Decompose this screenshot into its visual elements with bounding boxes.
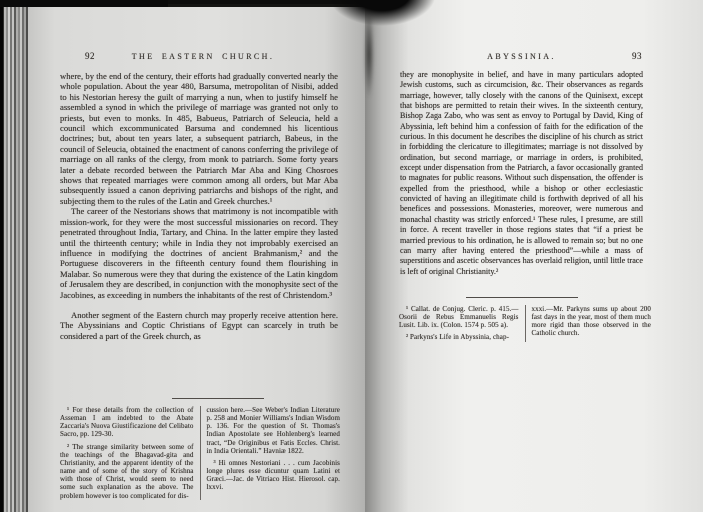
left-footnote-column-1 — [60, 406, 194, 500]
left-footnote-2: ² The strange similarity between some of the teachings of the Bhagavad-gita and Christianity, and the apparent identity of the name and of some of the story of Krishna with those of Christ, would seem to need some such explanation as the above. The problem however is too complicated for dis- — [60, 442, 194, 500]
right-running-head: ABYSSINIA. — [487, 52, 556, 61]
right-page-body — [400, 70, 643, 277]
right-footnote-1: ¹ Callat. de Conjug. Cleric. p. 415.—Osorii de Rebus Emmanuelis Regis Lusit. Lib. ix. (Colon. 1574 p. 505 a). — [399, 305, 519, 330]
left-paragraph-3: Another segment of the Eastern church may properly receive attention here. The Abyssinians and Coptic Christians of Egypt can scarcely in truth be considered a part of the Greek church, as — [60, 309, 338, 341]
left-footnote-3: ³ Hi omnes Nestoriani . . . cum Jacobinis longe plures esse dicuntur quam Latini et Græci.—Jac. de Vitriaco Hist. Hierosol. cap. lxxvi. — [206, 458, 340, 492]
right-footnote-column-2 — [525, 305, 652, 342]
left-footnote-1: ¹ For these details from the collection of Asseman I am indebted to the Abate Zaccaria's Nuova Giustificazione del Celibato Sacro, pp. 129-30. — [60, 406, 194, 439]
left-footnote-column-2 — [200, 406, 341, 500]
right-footnote-column-1 — [399, 305, 519, 342]
spine-top-shadow — [328, 0, 436, 34]
left-footnote-rule — [172, 398, 264, 399]
book-page-edges — [0, 0, 28, 512]
right-footnote-2: ² Parkyns's Life in Abyssinia, chap- — [406, 333, 510, 342]
left-page-body — [60, 71, 338, 341]
right-footnote-2-continued: xxxi.—Mr. Parkyns sums up about 200 fast days in the year, most of them much more rigid than those observed in the Catholic church. — [531, 305, 651, 338]
scan-top-shadow — [0, 0, 168, 7]
left-footnote-2-continued: cussion here.—See Weber's Indian Literature p. 258 and Monier Williams's Indian Wisdom p. 136. For the question of St. Thomas's Indian Apostolate see Hohlenberg's learned tract, “De Originibus et Fatis Eccles. Christ. in India Orientali.” Havniæ 1822. — [206, 406, 340, 455]
left-page-number: 92 — [85, 51, 95, 61]
left-paragraph-1: where, by the end of the century, their efforts had gradually converted nearly the whole population. About the year 480, Barsuma, metropolitan of Nisibi, added to his Nestorian heresy the guilt of marrying a nun, when to justify himself he assembled a synod in which the privilege of marriage was granted not only to priests, but even to monks. In 485, Babueus, Patriarch of Seleucia, held a council which excommunicated Barsuma and condemned his licentious doctrines; but, about ten years later, a subsequent patriarch, Babeus, in the council of Seleucia, obtained the enactment of canons conferring the privilege of marriage on all ranks of the clergy, from monk to patriarch. Some forty years later a debate recorded between the Patriarch Mar Aba and King Chosroes shows that repeated marriages were common among all orders, but Mar Aba subsequently issued a canon depriving patriarchs and bishops of the right, and subjecting them to the rules of the Latin and Greek churches.¹ — [60, 71, 338, 206]
left-footnotes — [60, 406, 340, 500]
right-footnotes — [399, 305, 651, 342]
left-running-head: THE EASTERN CHURCH. — [131, 52, 275, 61]
right-paragraph-1: they are monophysite in belief, and have in many particulars adopted Jewish customs, such as circumcision, &c. Their observances as regards marriage, however, tally closely with the canons of the Quinisext, except that bishops are permitted to retain their wives. In the sixteenth century, Bishop Zaga Zabo, who was sent as envoy to Portugal by David, King of Abyssinia, left behind him a confession of faith for the edification of the curious. In this document he describes the discipline of his church as strict in forbidding the clericature to illegitimates; marriage is not dissolved by ordination, but second marriage, or marriage in orders, is prohibited, except under dispensation from the Patriarch, a favor occasionally granted to magnates for public reasons. Without such dispensation, the offender is expelled from the priesthood, while a bishop or other ecclesiastic convicted of having an illegitimate child is forthwith deprived of all his benefices and possessions. Monasteries, moreover, were numerous and monachal chastity was strictly enforced.¹ These rules, I presume, are still in force. A recent traveller in those regions states that “if a priest be married previous to his ordination, he is allowed to remain so; but no one can marry after having entered the priesthood”—while a mass of superstitions and ascetic observances has overlaid religion, until little trace is left of original Christianity.² — [400, 70, 643, 276]
right-page-number: 93 — [632, 51, 642, 61]
left-paragraph-2: The career of the Nestorians shows that matrimony is not incompatible with mission-work, for they were the most successful missionaries on record. They penetrated throughout India, Tartary, and China. In the latter empire they lasted until the thirteenth century; while in India they not improbably exercised an influence in modifying the doctrines of ancient Brahmanism,² and the Portuguese discoverers in the fifteenth century found them flourishing in Malabar. So numerous were they that during the existence of the Latin kingdom of Jerusalem they are described, in conjunction with the monophysite sect of the Jacobines, as exceeding in numbers the inhabitants of the rest of Christendom.³ — [60, 206, 338, 300]
spine-gutter-shadow — [361, 16, 377, 136]
right-footnote-rule — [466, 297, 578, 298]
